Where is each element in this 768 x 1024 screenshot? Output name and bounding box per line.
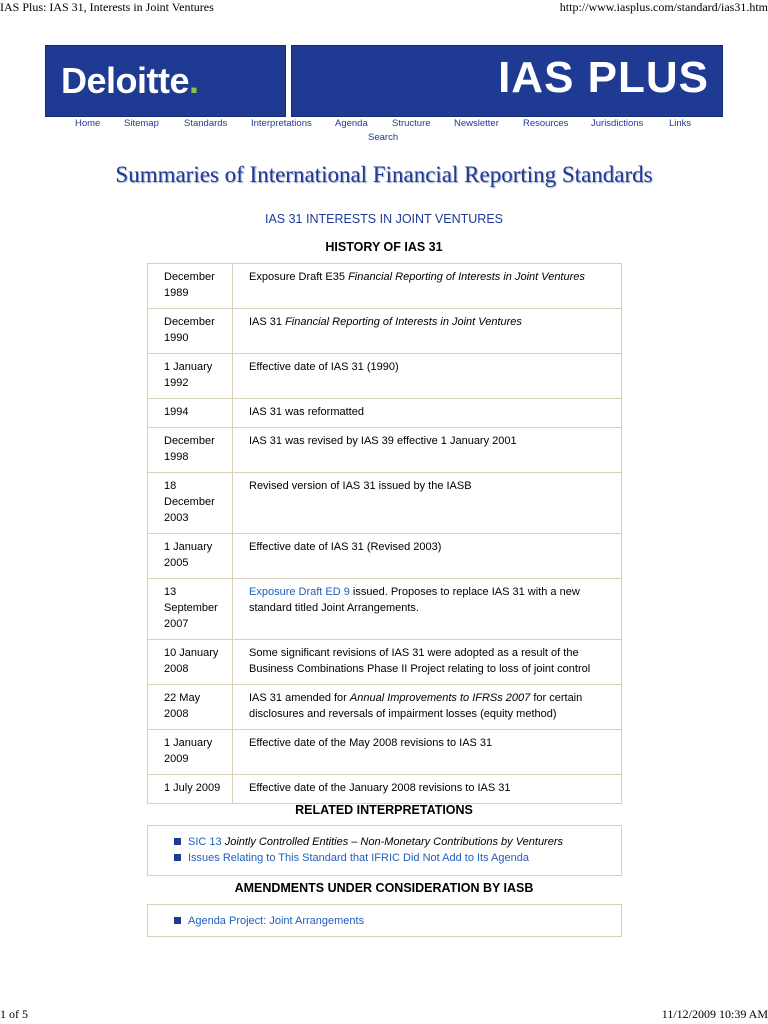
event-text: IAS 31 was reformatted (249, 406, 364, 418)
nav-structure[interactable]: Structure (392, 118, 431, 129)
history-date: 22 May 2008 (148, 685, 233, 730)
history-title: HISTORY OF IAS 31 (325, 240, 443, 254)
history-date: 1 January 2009 (148, 730, 233, 775)
logo-dot: . (189, 60, 199, 101)
amendments-title: AMENDMENTS UNDER CONSIDERATION BY IASB (234, 881, 534, 895)
print-page-title: IAS Plus: IAS 31, Interests in Joint Ventures (0, 0, 214, 14)
event-text: Effective date of IAS 31 (Revised 2003) (249, 541, 442, 553)
standard-title: IAS 31 INTERESTS IN JOINT VENTURES (264, 212, 503, 226)
history-row (148, 534, 622, 579)
history-row (148, 640, 622, 685)
event-text: Revised version of IAS 31 issued by the IASB (249, 480, 472, 492)
nav-interpretations[interactable]: Interpretations (251, 118, 312, 129)
nav-resources[interactable]: Resources (523, 118, 569, 129)
event-link[interactable]: Exposure Draft ED 9 (249, 586, 350, 598)
logo-text: Deloitte (61, 60, 190, 101)
event-text: Effective date of the May 2008 revisions to IAS 31 (249, 737, 493, 749)
history-event (233, 309, 622, 354)
amendment-link[interactable]: Agenda Project: Joint Arrangements (188, 915, 365, 927)
history-event (233, 399, 622, 428)
history-date: December 1989 (148, 264, 233, 309)
print-page-number: 1 of 5 (0, 1007, 28, 1021)
print-url: http://www.iasplus.com/standard/ias31.htm (559, 0, 768, 14)
history-date: 13 September 2007 (148, 579, 233, 640)
page-heading: Summaries of International Financial Reporting Standards (115, 162, 653, 187)
main-nav (48, 118, 720, 150)
nav-home[interactable]: Home (75, 118, 101, 129)
history-event (233, 640, 622, 685)
history-table (147, 263, 622, 804)
print-footer (0, 1008, 768, 1024)
event-text: Exposure Draft E35 (249, 271, 349, 283)
history-date: 1 January 1992 (148, 354, 233, 399)
history-row (148, 399, 622, 428)
history-event (233, 579, 622, 640)
history-date: December 1990 (148, 309, 233, 354)
history-date: December 1998 (148, 428, 233, 473)
related-item (174, 834, 621, 850)
nav-search[interactable]: Search (368, 132, 399, 143)
print-header (0, 0, 768, 16)
event-text-continued: issued. Proposes to replace IAS 31 with a new standard titled Joint Arrangements. (249, 586, 580, 614)
event-text-continued: for certain disclosures and reversals of impairment losses (equity method) (249, 692, 583, 720)
history-row (148, 685, 622, 730)
nav-sitemap[interactable]: Sitemap (124, 118, 159, 129)
nav-jurisdictions[interactable]: Jurisdictions (591, 118, 644, 129)
history-row (148, 264, 622, 309)
deloitte-banner[interactable] (45, 45, 286, 117)
history-date: 18 December 2003 (148, 473, 233, 534)
history-row (148, 775, 622, 804)
history-event (233, 473, 622, 534)
history-date: 10 January 2008 (148, 640, 233, 685)
related-description: Jointly Controlled Entities – Non-Monetary Contributions by Venturers (221, 836, 564, 848)
history-event (233, 264, 622, 309)
history-date: 1994 (148, 399, 233, 428)
deloitte-logo (61, 60, 199, 102)
event-text: IAS 31 was revised by IAS 39 effective 1 January 2001 (249, 435, 517, 447)
print-datetime: 11/12/2009 10:39 AM (661, 1007, 768, 1021)
square-bullet-icon (174, 917, 181, 924)
history-event (233, 775, 622, 804)
history-row (148, 309, 622, 354)
nav-agenda[interactable]: Agenda (335, 118, 368, 129)
related-link[interactable]: Issues Relating to This Standard that IFRIC Did Not Add to Its Agenda (188, 852, 529, 864)
history-row (148, 579, 622, 640)
ias-plus-banner[interactable] (291, 45, 723, 117)
history-event (233, 354, 622, 399)
history-event (233, 534, 622, 579)
square-bullet-icon (174, 854, 181, 861)
nav-newsletter[interactable]: Newsletter (454, 118, 499, 129)
related-link[interactable]: SIC 13 (188, 836, 222, 848)
event-text: Some significant revisions of IAS 31 were adopted as a result of the Business Combinations Phase II Project relating to loss of joint control (249, 647, 591, 675)
event-title: Annual Improvements to IFRSs 2007 (349, 692, 531, 704)
history-event (233, 730, 622, 775)
nav-standards[interactable]: Standards (184, 118, 228, 129)
amendment-item (174, 913, 621, 929)
square-bullet-icon (174, 838, 181, 845)
history-row (148, 730, 622, 775)
event-title: Financial Reporting of Interests in Joint Ventures (348, 271, 585, 283)
history-date: 1 January 2005 (148, 534, 233, 579)
history-event (233, 428, 622, 473)
event-text: IAS 31 amended for (249, 692, 350, 704)
related-interpretations-box (147, 825, 622, 876)
event-text: Effective date of IAS 31 (1990) (249, 361, 399, 373)
nav-links[interactable]: Links (669, 118, 692, 129)
history-row (148, 428, 622, 473)
history-row (148, 473, 622, 534)
history-event (233, 685, 622, 730)
event-title: Financial Reporting of Interests in Joint Ventures (285, 316, 522, 328)
related-item (174, 850, 621, 866)
amendments-box (147, 904, 622, 937)
ias-plus-brand: IAS PLUS (498, 53, 709, 102)
history-row (148, 354, 622, 399)
history-date: 1 July 2009 (148, 775, 233, 804)
event-text: Effective date of the January 2008 revisions to IAS 31 (249, 782, 511, 794)
related-interpretations-title: RELATED INTERPRETATIONS (295, 803, 473, 817)
event-text: IAS 31 (249, 316, 286, 328)
